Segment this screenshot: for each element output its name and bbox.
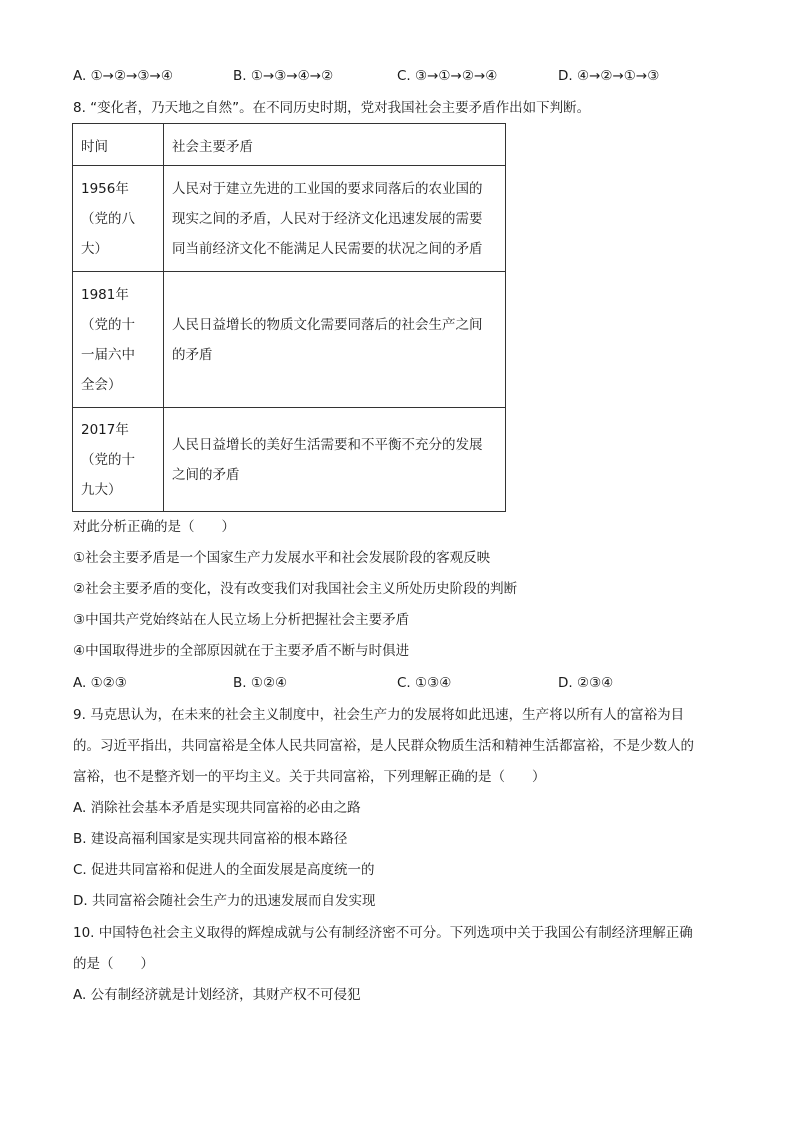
q8-question: 对此分析正确的是（ ） bbox=[73, 519, 235, 535]
q8-option-a[interactable]: A. ①②③ bbox=[73, 675, 127, 691]
time-line: 1981年 bbox=[81, 286, 129, 303]
table-row bbox=[73, 408, 506, 512]
q8-option-d[interactable]: D. ②③④ bbox=[558, 675, 614, 691]
q8-option-c[interactable]: C. ①③④ bbox=[397, 675, 452, 691]
q9-stem-line-2: 的。习近平指出，共同富裕是全体人民共同富裕，是人民群众物质生活和精神生活都富裕，不是少数人的 bbox=[73, 738, 694, 754]
row-time bbox=[73, 272, 164, 408]
content-line: 的矛盾 bbox=[172, 346, 213, 363]
time-line: 2017年 bbox=[81, 421, 129, 438]
q7-option-a[interactable]: A. ①→②→③→④ bbox=[73, 68, 173, 84]
q9-option-c[interactable]: C. 促进共同富裕和促进人的全面发展是高度统一的 bbox=[73, 862, 375, 878]
table-row bbox=[73, 166, 506, 272]
q9-stem-line-1: 9. 马克思认为，在未来的社会主义制度中，社会生产力的发展将如此迅速，生产将以所有人的富裕为目 bbox=[73, 707, 685, 723]
row-time bbox=[73, 166, 164, 272]
q8-stem: 8. “变化者，乃天地之自然”。在不同历史时期，党对我国社会主要矛盾作出如下判断。 bbox=[73, 100, 591, 116]
q7-option-b[interactable]: B. ①→③→④→② bbox=[233, 68, 334, 84]
q8-statement-3: ③中国共产党始终站在人民立场上分析把握社会主要矛盾 bbox=[73, 612, 410, 628]
time-line: 全会） bbox=[81, 376, 122, 393]
time-line: （党的十 bbox=[81, 451, 135, 468]
row-time bbox=[73, 408, 164, 512]
q9-option-b[interactable]: B. 建设高福利国家是实现共同富裕的根本路径 bbox=[73, 831, 348, 847]
content-line: 人民日益增长的美好生活需要和不平衡不充分的发展 bbox=[172, 436, 483, 453]
q9-option-a[interactable]: A. 消除社会基本矛盾是实现共同富裕的必由之路 bbox=[73, 800, 361, 816]
q7-option-c[interactable]: C. ③→①→②→④ bbox=[397, 68, 498, 84]
q9-stem-line-3: 富裕，也不是整齐划一的平均主义。关于共同富裕，下列理解正确的是（ ） bbox=[73, 769, 546, 785]
time-line: 大） bbox=[81, 240, 108, 257]
contradiction-table bbox=[72, 123, 506, 512]
content-line: 同当前经济文化不能满足人民需要的状况之间的矛盾 bbox=[172, 240, 483, 257]
time-line: （党的八 bbox=[81, 210, 135, 227]
time-line: （党的十 bbox=[81, 316, 135, 333]
content-line: 之间的矛盾 bbox=[172, 466, 240, 483]
time-line: 1956年 bbox=[81, 180, 129, 197]
time-line: 九大） bbox=[81, 481, 122, 498]
q8-option-b[interactable]: B. ①②④ bbox=[233, 675, 288, 691]
q8-statement-2: ②社会主要矛盾的变化，没有改变我们对我国社会主义所处历史阶段的判断 bbox=[73, 581, 518, 597]
row-content bbox=[164, 272, 506, 408]
content-line: 人民日益增长的物质文化需要同落后的社会生产之间 bbox=[172, 316, 483, 333]
q8-statement-1: ①社会主要矛盾是一个国家生产力发展水平和社会发展阶段的客观反映 bbox=[73, 550, 491, 566]
q10-stem-line-1: 10. 中国特色社会主义取得的辉煌成就与公有制经济密不可分。下列选项中关于我国公有制经济理解正确 bbox=[73, 925, 693, 941]
q7-option-d[interactable]: D. ④→②→①→③ bbox=[558, 68, 660, 84]
q8-statement-4: ④中国取得进步的全部原因就在于主要矛盾不断与时俱进 bbox=[73, 643, 410, 659]
header-contradiction: 社会主要矛盾 bbox=[164, 124, 506, 166]
row-content bbox=[164, 166, 506, 272]
table-row bbox=[73, 272, 506, 408]
content-line: 人民对于建立先进的工业国的要求同落后的农业国的 bbox=[172, 180, 483, 197]
q10-stem-line-2: 的是（ ） bbox=[73, 956, 154, 972]
content-line: 现实之间的矛盾，人民对于经济文化迅速发展的需要 bbox=[172, 210, 483, 227]
time-line: 一届六中 bbox=[81, 346, 135, 363]
table-header-row bbox=[73, 124, 506, 166]
row-content bbox=[164, 408, 506, 512]
header-time: 时间 bbox=[73, 124, 164, 166]
q10-option-a[interactable]: A. 公有制经济就是计划经济，其财产权不可侵犯 bbox=[73, 987, 361, 1003]
q9-option-d[interactable]: D. 共同富裕会随社会生产力的迅速发展而自发实现 bbox=[73, 893, 376, 909]
